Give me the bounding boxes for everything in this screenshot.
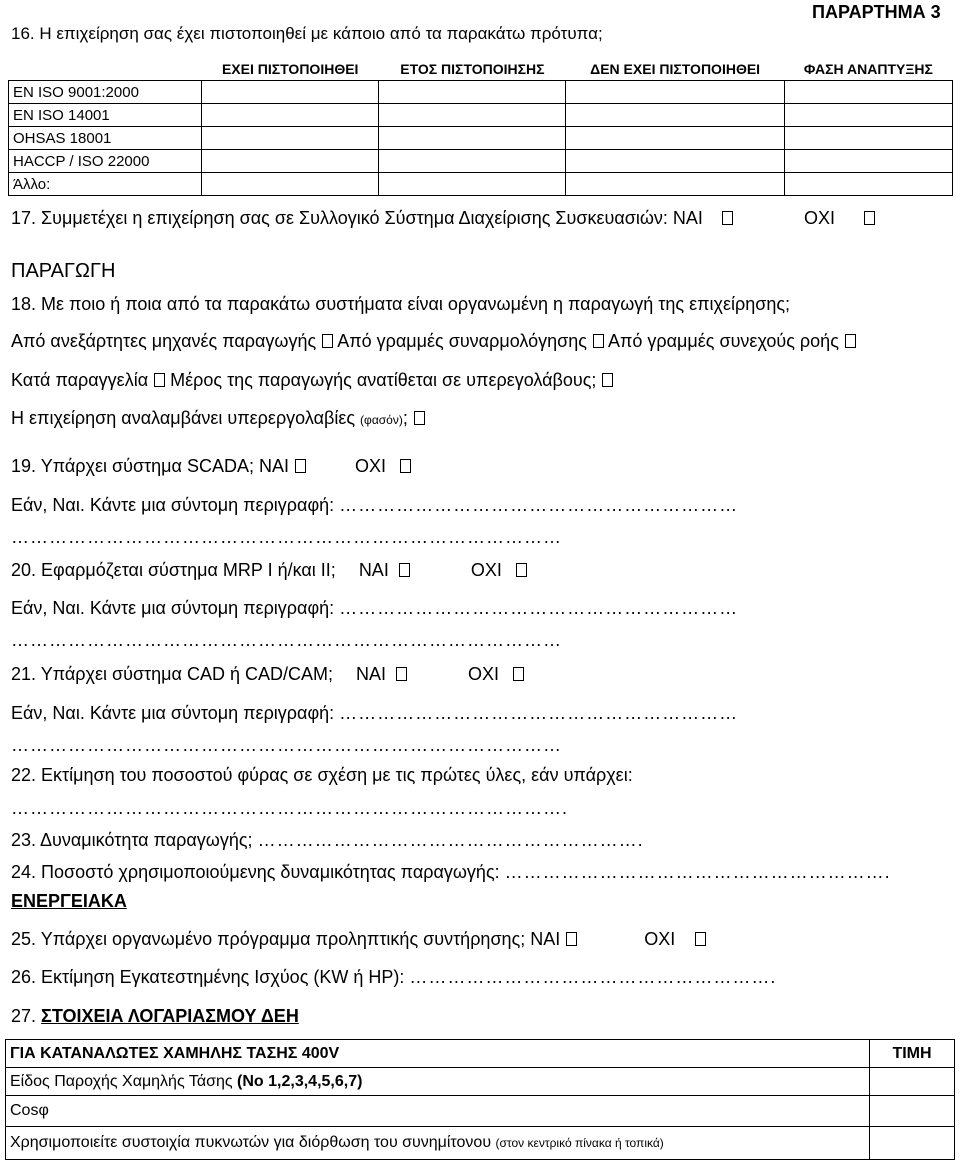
header-development: ΦΑΣΗ ΑΝΑΠΤΥΞΗΣ [784,58,952,81]
dotted-fill-line[interactable]: ……………………………………………………. [504,862,891,882]
cell[interactable] [566,127,784,150]
option-faso-checkbox[interactable] [414,411,425,425]
dotted-fill-line[interactable]: …………………………………………………………………………… [11,735,562,755]
q19-question: 19. Υπάρχει σύστημα SCADA; ΝΑΙ [11,456,289,476]
q18-options-row2: Κατά παραγγελία Μέρος της παραγωγής ανατίθεται σε υπερεγολάβους; [11,370,613,391]
q25-no-checkbox[interactable] [695,932,706,946]
cell[interactable] [379,127,566,150]
q21-yes-checkbox[interactable] [396,667,407,681]
cell[interactable] [566,150,784,173]
q19-describe: Εάν, Ναι. Κάντε μια σύντομη περιγραφή: ……………………………………………………… [11,495,739,515]
q25-row: 25. Υπάρχει οργανωμένο πρόγραμμα προληπτικής συντήρησης; ΝΑΙ ΟΧΙ [11,929,706,950]
cell[interactable] [202,127,379,150]
cell[interactable] [379,150,566,173]
q20-describe: Εάν, Ναι. Κάντε μια σύντομη περιγραφή: ……………………………………………………… [11,598,739,618]
dotted-fill-line[interactable]: …………………………………………………………………………… [11,527,562,547]
energy-table-header: ΓΙΑ ΚΑΤΑΝΑΛΩΤΕΣ ΧΑΜΗΛΗΣ ΤΑΣΗΣ 400V [6,1040,870,1068]
q19-no-checkbox[interactable] [400,459,411,473]
option-subcontracting-checkbox[interactable] [602,373,613,387]
option-independent-machines-checkbox[interactable] [322,334,333,348]
q23-question: 23. Δυναμικότητα παραγωγής; [11,830,253,850]
cell[interactable] [379,173,566,196]
option-made-to-order-checkbox[interactable] [154,373,165,387]
q21-question: 21. Υπάρχει σύστημα CAD ή CAD/CAM; [11,664,333,684]
q25-yes-checkbox[interactable] [566,932,577,946]
cosphi-label: Cosφ [6,1096,870,1127]
q26-row [11,967,776,988]
capacitor-label: Χρησιμοποιείτε συστοιχία πυκνωτών για διόρθωση του συνημίτονου (στον κεντρικό πίνακα ή τοπικά) [6,1127,870,1160]
cosphi-value[interactable] [870,1096,955,1127]
supply-type-label: Είδος Παροχής Χαμηλής Τάσης (Νο 1,2,3,4,5,6,7) [6,1068,870,1096]
q26-question: 26. Εκτίμηση Εγκατεστημένης Ισχύος (KW ή HP): [11,967,405,987]
supply-type-value[interactable] [870,1068,955,1096]
cell[interactable] [784,81,952,104]
cell[interactable] [202,150,379,173]
cell[interactable] [379,81,566,104]
cell[interactable] [202,173,379,196]
energy-account-table [5,1039,955,1160]
dotted-fill-line[interactable]: …………………………………………………. [409,967,777,987]
q21-no-checkbox[interactable] [513,667,524,681]
cell[interactable] [784,173,952,196]
standard-label: Άλλο: [9,173,202,196]
q24-row [11,862,891,883]
capacitor-value[interactable] [870,1127,955,1160]
q27-heading: 27. ΣΤΟΙΧΕΙΑ ΛΟΓΑΡΙΑΣΜΟΥ ΔΕΗ [11,1006,299,1026]
q19-row: 19. Υπάρχει σύστημα SCADA; ΝΑΙ ΟΧΙ [11,456,411,477]
value-header: ΤΙΜΗ [870,1040,955,1068]
standard-label: EN ISO 14001 [9,104,202,127]
q20-yes-checkbox[interactable] [399,563,410,577]
q19-yes-checkbox[interactable] [295,459,306,473]
dotted-fill-line[interactable]: ……………………………………………………… [339,495,739,515]
dotted-fill-line[interactable]: ……………………………………………………… [339,598,739,618]
header-not-certified: ΔΕΝ ΕΧΕΙ ΠΙΣΤΟΠΟΙΗΘΕΙ [566,58,784,81]
dotted-fill-line[interactable]: ……………………………………………………… [339,703,739,723]
cell[interactable] [566,173,784,196]
dotted-fill-line[interactable]: …………………………………………………………………………… [11,630,562,650]
section-production: ΠΑΡΑΓΩΓΗ [11,260,116,282]
option-assembly-lines-checkbox[interactable] [593,334,604,348]
q25-question: 25. Υπάρχει οργανωμένο πρόγραμμα προληπτικής συντήρησης; ΝΑΙ [11,929,561,949]
q24-question: 24. Ποσοστό χρησιμοποιούμενης δυναμικότητας παραγωγής: [11,862,500,882]
q17-yes-checkbox[interactable] [722,211,733,225]
q20-question: 20. Εφαρμόζεται σύστημα MRP I ή/και ΙΙ; [11,560,336,580]
header-certified: ΕΧΕΙ ΠΙΣΤΟΠΟΙΗΘΕΙ [202,58,379,81]
standard-label: EN ISO 9001:2000 [9,81,202,104]
q17-question: 17. Συμμετέχει η επιχείρηση σας σε Συλλογικό Σύστημα Διαχείρισης Συσκευασιών: ΝΑΙ [11,208,703,228]
q18-options-row1: Από ανεξάρτητες μηχανές παραγωγής Από γραμμές συναρμολόγησης Από γραμμές συνεχούς ροής [11,331,856,352]
standard-label: OHSAS 18001 [9,127,202,150]
section-energy: ΕΝΕΡΓΕΙΑΚΑ [11,891,127,911]
standard-label: HACCP / ISO 22000 [9,150,202,173]
q20-row: 20. Εφαρμόζεται σύστημα MRP I ή/και ΙΙ; ΝΑΙ ΟΧΙ [11,560,527,581]
certification-table [8,58,953,196]
cell[interactable] [566,104,784,127]
cell[interactable] [566,81,784,104]
cell[interactable] [379,104,566,127]
q17-no-checkbox[interactable] [864,211,875,225]
dotted-fill-line[interactable]: ……………………………………………………. [257,830,644,850]
cell[interactable] [784,150,952,173]
cell[interactable] [202,81,379,104]
header-year: ΕΤΟΣ ΠΙΣΤΟΠΟΙΗΣΗΣ [379,58,566,81]
q20-no-checkbox[interactable] [516,563,527,577]
q17-row [11,208,875,229]
cell[interactable] [202,104,379,127]
dotted-fill-line[interactable]: ……………………………………………………………………………. [11,798,569,818]
q23-row [11,830,644,851]
option-continuous-flow-checkbox[interactable] [845,334,856,348]
cell[interactable] [784,104,952,127]
q22-question: 22. Εκτίμηση του ποσοστού φύρας σε σχέση με τις πρώτες ύλες, εάν υπάρχει: [11,765,633,785]
q18-question: 18. Με ποιο ή ποια από τα παρακάτω συστήματα είναι οργανωμένη η παραγωγή της επιχείρησης; [11,294,791,314]
appendix-title: ΠΑΡΑΡΤΗΜΑ 3 [812,2,941,22]
q17-no-label: ΟΧΙ [803,208,835,228]
q16-question: 16. Η επιχείρηση σας έχει πιστοποιηθεί με κάποιο από τα παρακάτω πρότυπα; [11,24,603,43]
cell[interactable] [784,127,952,150]
q18-options-row3: Η επιχείρηση αναλαμβάνει υπερεργολαβίες (φασόν); [11,408,425,429]
q21-describe: Εάν, Ναι. Κάντε μια σύντομη περιγραφή: ……………………………………………………… [11,703,739,723]
q21-row: 21. Υπάρχει σύστημα CAD ή CAD/CAM; ΝΑΙ ΟΧΙ [11,664,524,685]
